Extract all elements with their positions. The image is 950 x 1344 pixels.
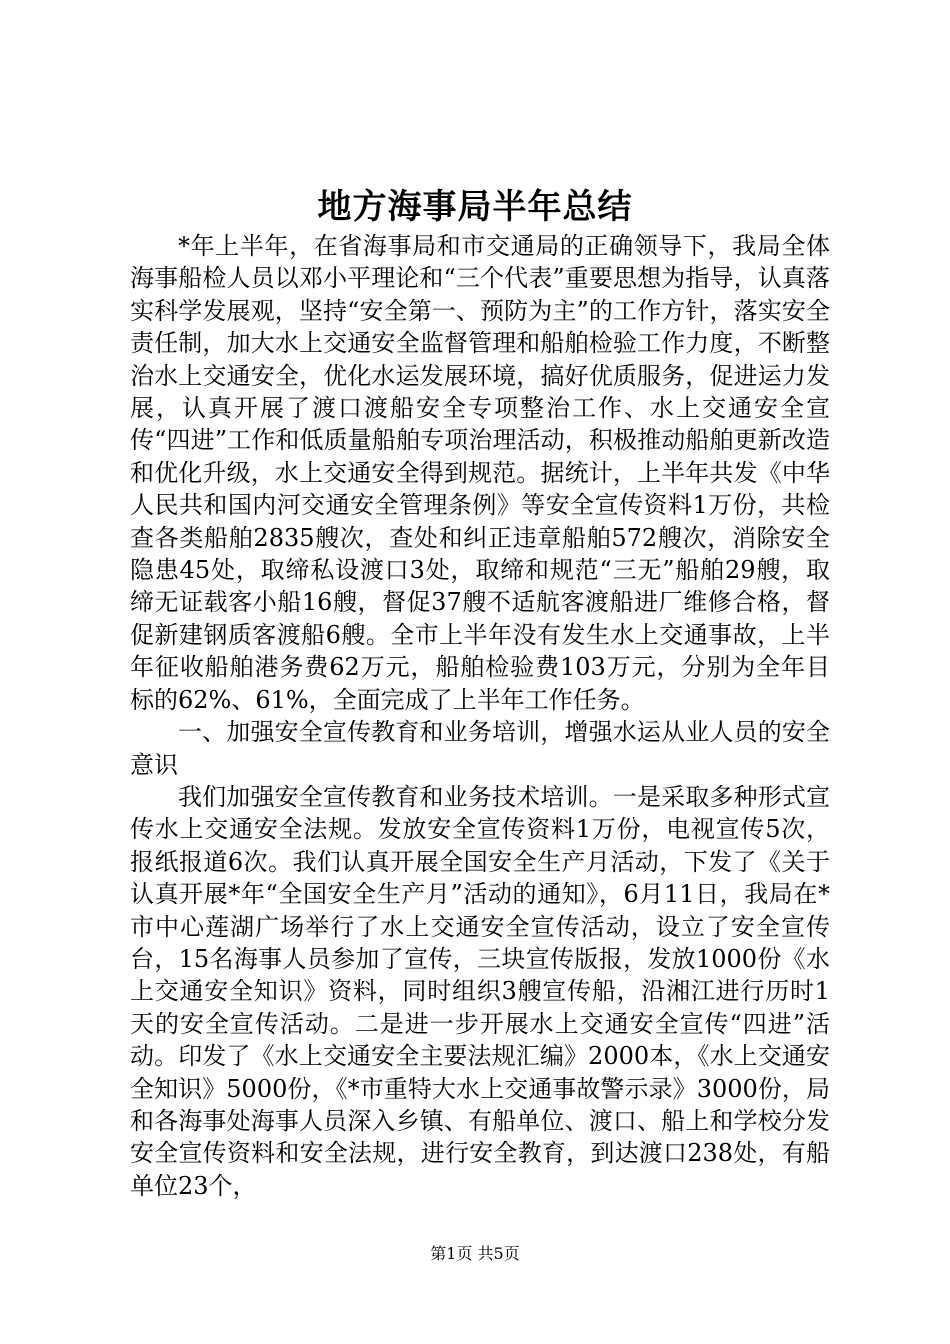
section-heading-1: 一、加强安全宣传教育和业务培训，增强水运从业人员的安全意识 <box>130 718 830 779</box>
document-title: 地方海事局半年总结 <box>317 187 633 227</box>
page-footer: 第1页 共5页 <box>430 1244 520 1263</box>
paragraph-summary: *年上半年，在省海事局和市交通局的正确领导下，我局全体海事船检人员以邓小平理论和“三个代表”重要思想为指导，认真落实科学发展观，坚持“安全第一、预防为主”的工作方针，落实安全责任制，加大水上交通安全监督管理和船舶检验工作力度，不断整治水上交通安全，优化水运发展环境，搞好优质服务，促进运力发展，认真开展了渡口渡船安全专项整治工作、水上交通安全宣传“四进”工作和低质量船舶专项治理活动，积极推动船舶更新改造和优化升级，水上交通安全得到规范。据统计，上半年共发《中华人民共和国内河交通安全管理条例》等安全宣传资料1万份，共检查各类船舶2835艘次，查处和纠正违章船舶572艘次，消除安全隐患45处，取缔私设渡口3处，取缔和规范“三无”船舶29艘，取缔无证载客小船16艘，督促37艘不适航客渡船进厂维修合格，督促新建钢质客渡船6艘。全市上半年没有发生水上交通事故，上半年征收船舶港务费62万元，船舶检验费103万元，分别为全年目标的62%、61%，全面完成了上半年工作任务。 <box>130 232 830 714</box>
paragraph-section-1: 我们加强安全宣传教育和业务技术培训。一是采取多种形式宣传水上交通安全法规。发放安全宣传资料1万份，电视宣传5次，报纸报道6次。我们认真开展全国安全生产月活动，下发了《关于认真开展*年“全国安全生产月”活动的通知》，6月11日，我局在*市中心莲湖广场举行了水上交通安全宣传活动，设立了安全宣传台，15名海事人员参加了宣传，三块宣传版报，发放1000份《水上交通安全知识》资料，同时组织3艘宣传船，沿湘江进行历时1天的安全宣传活动。二是进一步开展水上交通安全宣传“四进”活动。印发了《水上交通安全主要法规汇编》2000本，《水上交通安全知识》5000份，《*市重特大水上交通事故警示录》3000份，局和各海事处海事人员深入乡镇、有船单位、渡口、船上和学校分发安全宣传资料和安全法规，进行安全教育，到达渡口238处，有船单位23个， <box>130 782 830 1200</box>
document-body <box>130 230 830 1202</box>
